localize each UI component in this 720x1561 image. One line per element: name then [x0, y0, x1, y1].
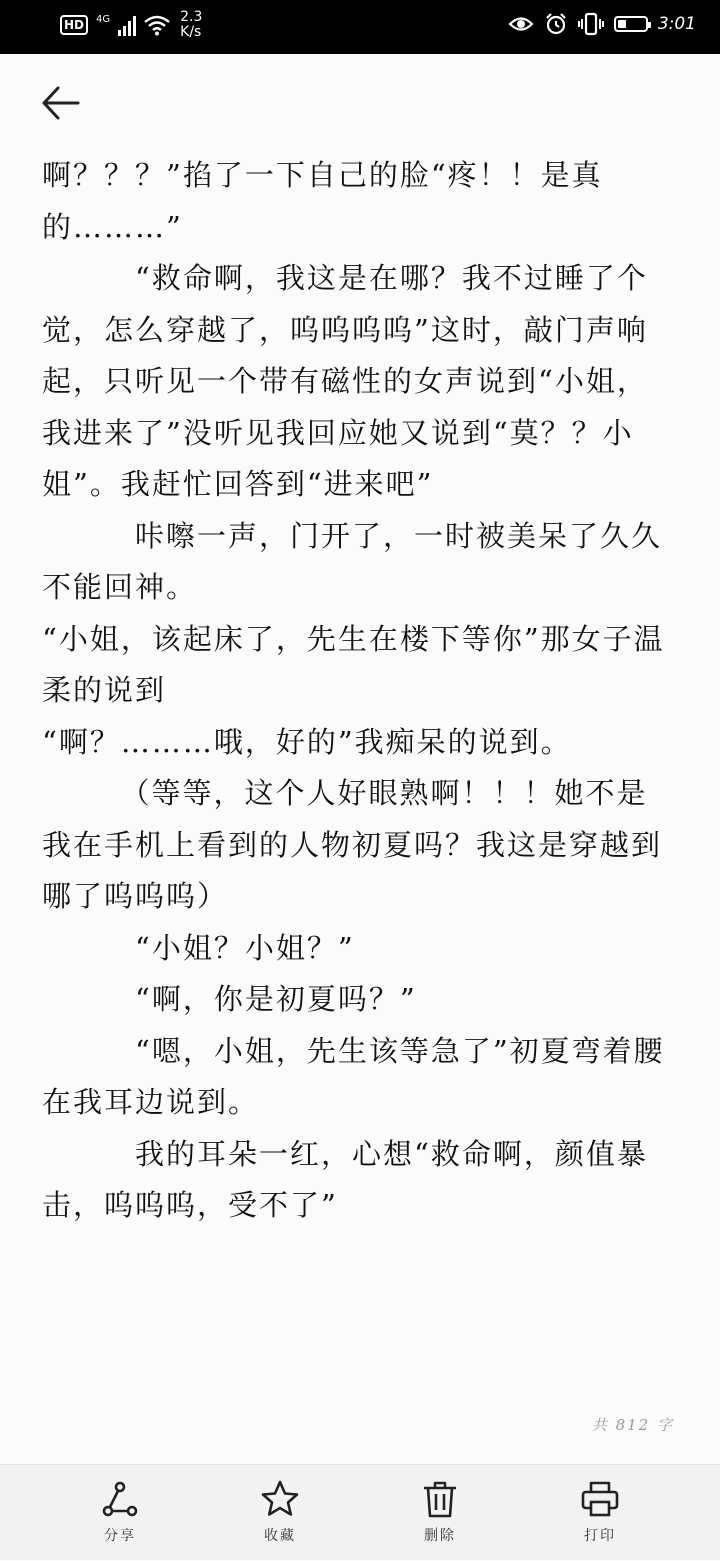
share-button[interactable]	[60, 1465, 180, 1561]
trash-icon	[420, 1479, 460, 1519]
print-button[interactable]	[540, 1465, 660, 1561]
clock-time: 3:01	[657, 14, 696, 34]
favorite-button[interactable]	[220, 1465, 340, 1561]
signal-icon	[118, 14, 136, 36]
paragraph: “救命啊，我这是在哪？我不过睡了个觉，怎么穿越了，呜呜呜呜”这时，敲门声响起，只听见一个带有磁性的女声说到“小姐，我进来了”没听见我回应她又说到“莫？？小姐”。我赶忙回答到“进来吧”	[42, 261, 648, 501]
delete-label: 删除	[424, 1528, 456, 1544]
delete-button[interactable]	[380, 1465, 500, 1561]
share-label: 分享	[104, 1528, 136, 1544]
wifi-icon	[144, 14, 170, 36]
speed-value: 2.3	[180, 9, 203, 25]
article-content	[42, 150, 678, 1232]
paragraph: “小姐？小姐？”	[42, 930, 355, 965]
print-label: 打印	[584, 1528, 616, 1544]
status-right	[508, 12, 696, 36]
paragraph: “嗯，小姐，先生该等急了”初夏弯着腰在我耳边说到。	[42, 1033, 665, 1119]
network-type: 4G	[96, 13, 111, 25]
arrow-left-icon	[38, 80, 84, 126]
back-button[interactable]	[38, 80, 84, 126]
share-icon	[100, 1479, 140, 1519]
bottom-toolbar	[0, 1464, 720, 1560]
eye-icon	[508, 13, 534, 35]
hd-icon: HD	[60, 15, 88, 35]
star-icon	[260, 1479, 300, 1519]
word-count: 共 812 字	[591, 1416, 674, 1434]
paragraph: “啊，你是初夏吗？”	[42, 982, 417, 1016]
paragraph: 啊？？？”掐了一下自己的脸“疼！！是真的………”	[42, 158, 603, 244]
paragraph: “小姐，该起床了，先生在楼下等你”那女子温柔的说到	[42, 621, 665, 707]
speed-unit: K/s	[180, 24, 202, 40]
vibrate-icon	[578, 12, 604, 36]
paragraph: （等等，这个人好眼熟啊！！！她不是我在手机上看到的人物初夏吗？我这是穿越到哪了呜呜呜）	[42, 776, 663, 913]
alarm-icon	[544, 12, 568, 36]
battery-icon	[614, 16, 648, 32]
status-bar	[0, 0, 720, 54]
status-left	[60, 10, 202, 40]
battery-level-fill	[618, 20, 626, 28]
network-speed	[180, 10, 202, 40]
paragraph: “啊？………哦，好的”我痴呆的说到。	[42, 724, 572, 759]
paragraph: 我的耳朵一红，心想“救命啊，颜值暴击，呜呜呜，受不了”	[42, 1136, 648, 1222]
paragraph: 咔嚓一声，门开了，一时被美呆了久久不能回神。	[42, 518, 663, 604]
printer-icon	[580, 1479, 620, 1519]
favorite-label: 收藏	[264, 1528, 296, 1544]
